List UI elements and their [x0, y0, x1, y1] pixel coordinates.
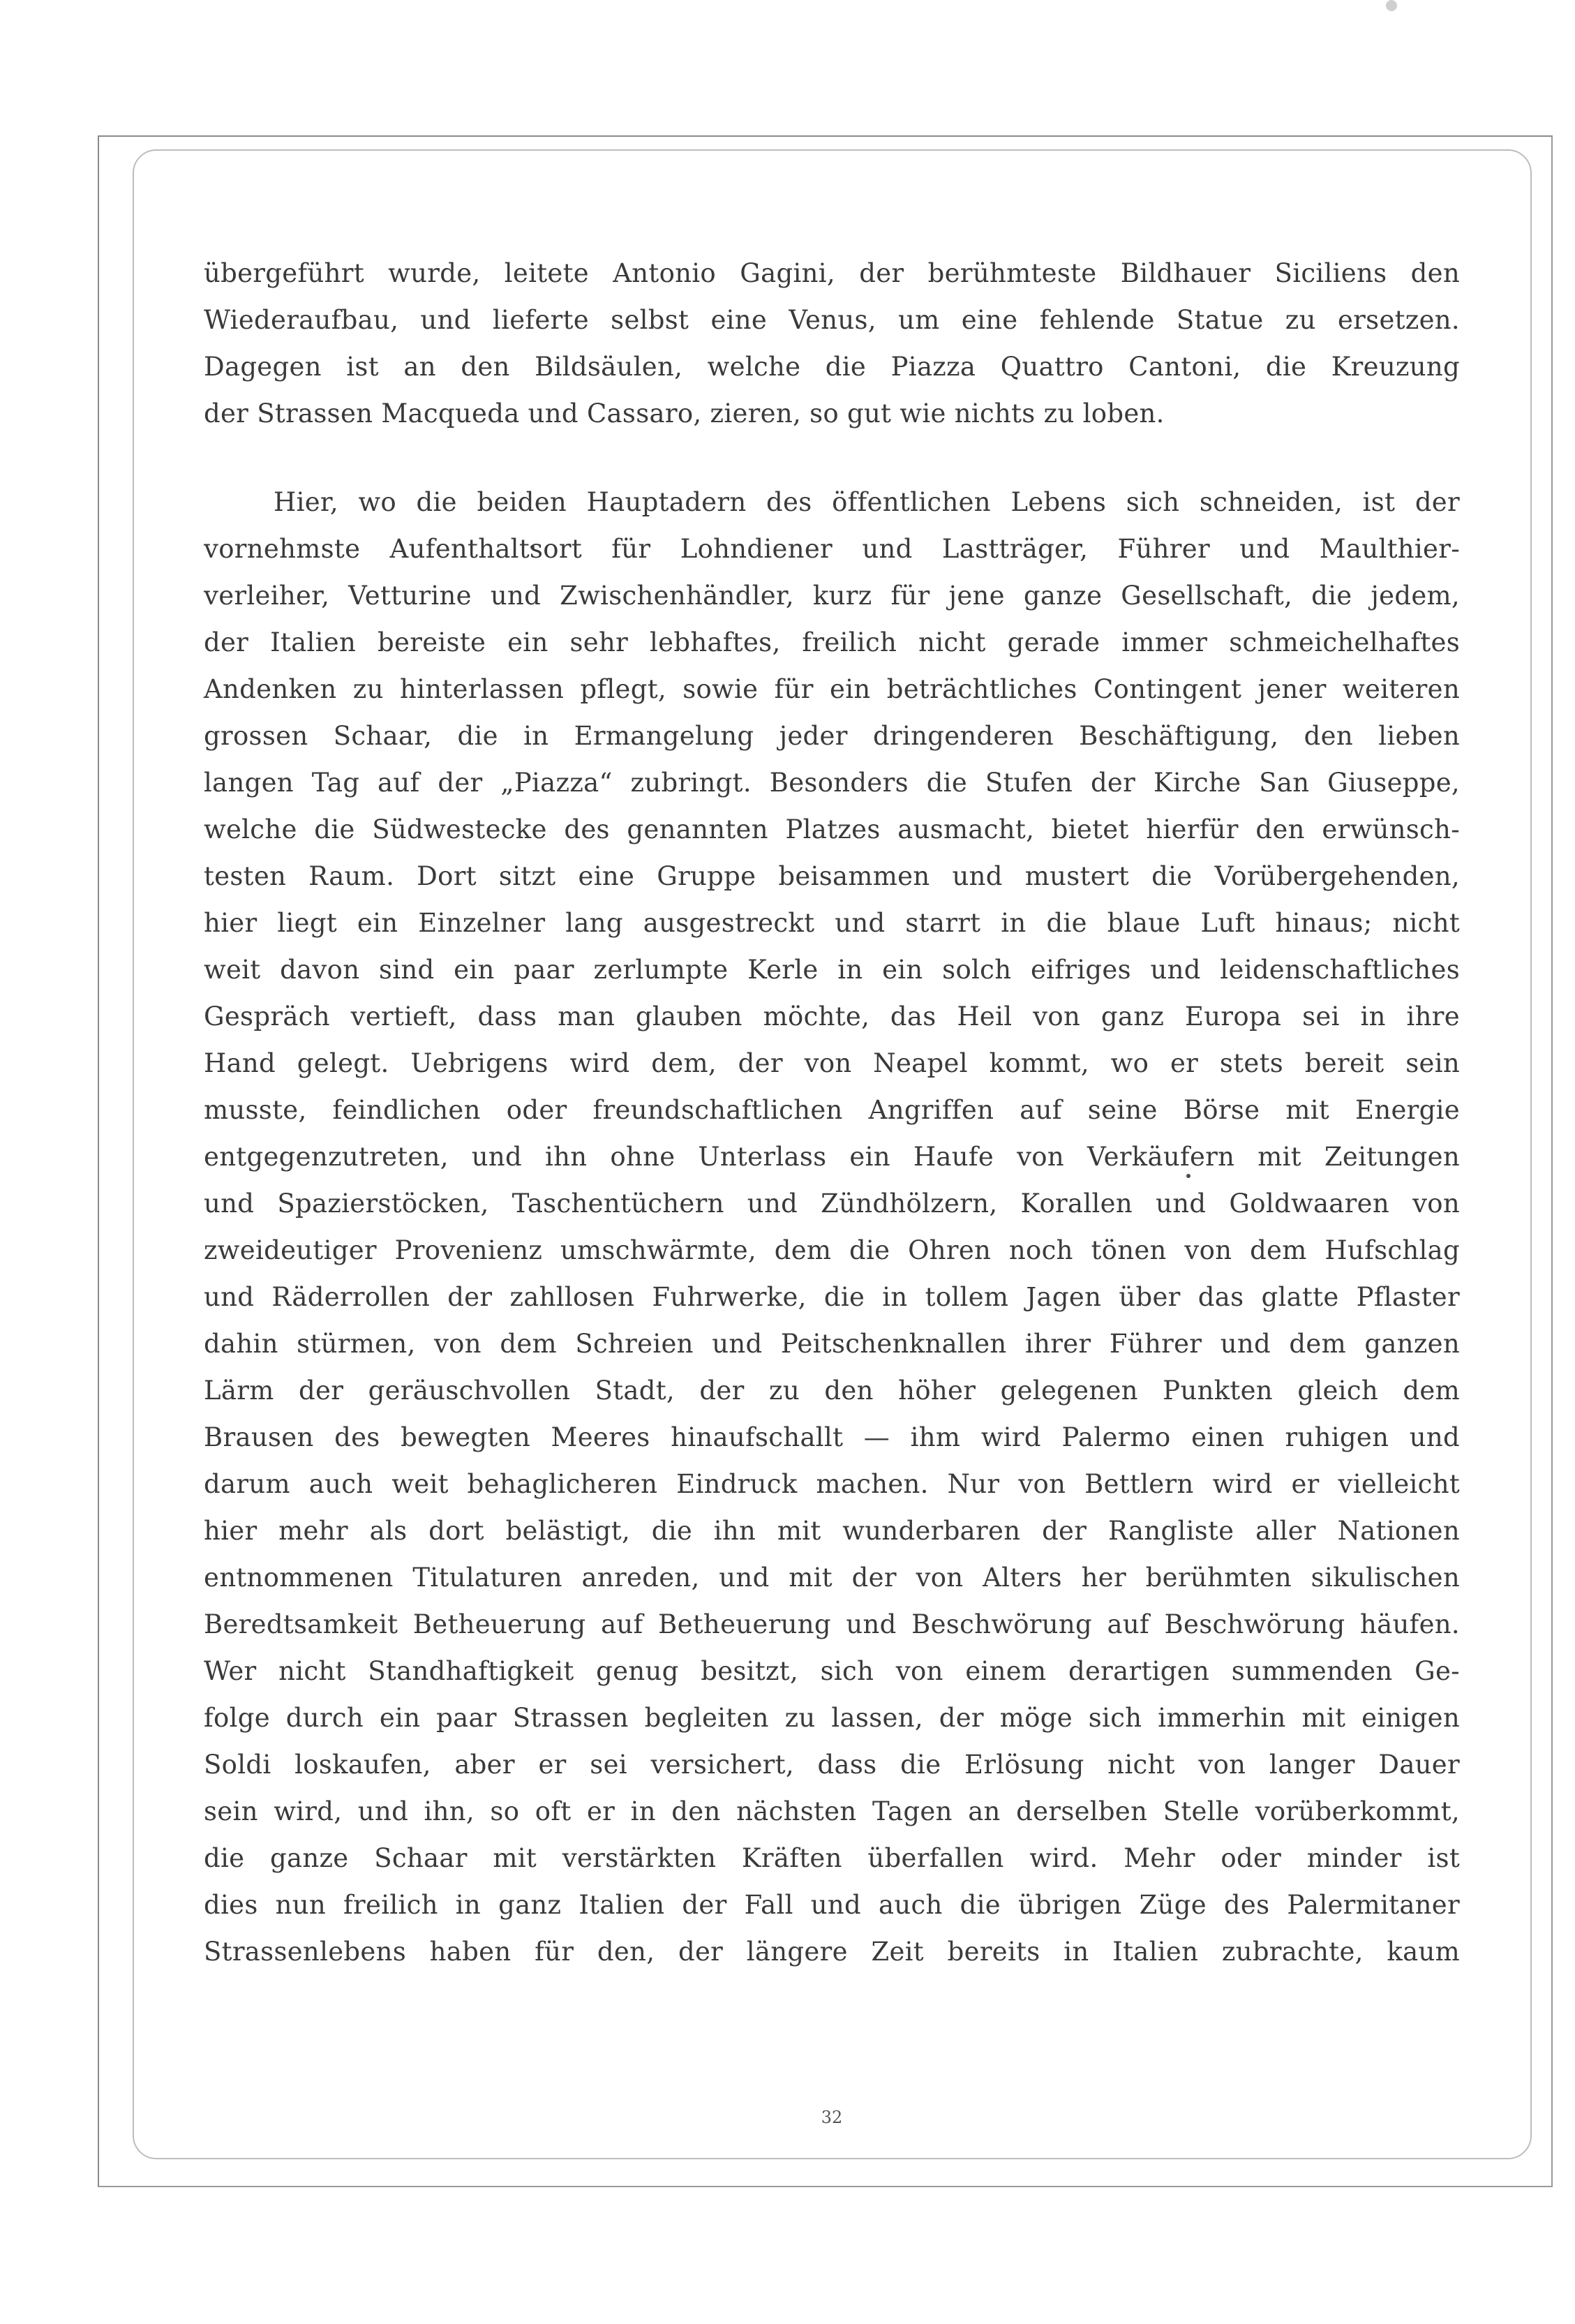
text-line: Hier, wo die beiden Hauptadern des öffentlichen Lebens sich schneiden, ist der: [274, 487, 1460, 517]
text-line: Soldi loskaufen, aber er sei versichert, dass die Erlösung nicht von langer Dauer: [204, 1750, 1460, 1780]
text-line: Beredtsamkeit Betheuerung auf Betheuerung und Beschwörung auf Beschwörung häufen.: [204, 1609, 1460, 1639]
text-line: der Italien bereiste ein sehr lebhaftes, freilich nicht gerade immer schmeichelhaftes: [204, 627, 1460, 657]
text-line: hier liegt ein Einzelner lang ausgestreckt und starrt in die blaue Luft hinaus; nicht: [204, 908, 1460, 938]
text-line: Strassenlebens haben für den, der längere Zeit bereits in Italien zubrachte, kaum: [204, 1937, 1460, 1967]
text-line: folge durch ein paar Strassen begleiten zu lassen, der möge sich immerhin mit einigen: [204, 1703, 1460, 1733]
text-line: weit davon sind ein paar zerlumpte Kerle in ein solch eifriges und leidenschaftliches: [204, 955, 1460, 985]
paragraph-1: [204, 250, 1460, 437]
text-line: grossen Schaar, die in Ermangelung jeder dringenderen Beschäftigung, den lieben: [204, 721, 1460, 751]
text-line: übergeführt wurde, leitete Antonio Gagini, der berühmteste Bildhauer Siciliens den: [204, 258, 1460, 288]
corner-ink-mark: [1386, 0, 1397, 11]
text-line: Brausen des bewegten Meeres hinaufschallt — ihm wird Palermo einen ruhigen und: [204, 1422, 1460, 1452]
text-line: die ganze Schaar mit verstärkten Kräften überfallen wird. Mehr oder minder ist: [204, 1843, 1460, 1873]
text-line: hier mehr als dort belästigt, die ihn mit wunderbaren der Rangliste aller Nationen: [204, 1516, 1460, 1546]
text-line: entgegenzutreten, und ihn ohne Unterlass ein Haufe von Verkäufern mit Zeitungen: [204, 1142, 1460, 1172]
text-line: verleiher, Vetturine und Zwischenhändler, kurz für jene ganze Gesellschaft, die jedem,: [204, 581, 1460, 611]
text-line: vornehmste Aufenthaltsort für Lohndiener und Lastträger, Führer und Maulthier-: [204, 534, 1460, 564]
text-line: Wer nicht Standhaftigkeit genug besitzt, sich von einem derartigen summenden Ge-: [204, 1656, 1460, 1686]
paragraph-2: [204, 479, 1460, 1975]
text-line: und Spazierstöcken, Taschentüchern und Zündhölzern, Korallen und Goldwaaren von: [204, 1189, 1460, 1219]
text-line: welche die Südwestecke des genannten Platzes ausmacht, bietet hierfür den erwünsch-: [204, 814, 1460, 844]
text-line: Lärm der geräuschvollen Stadt, der zu den höher gelegenen Punkten gleich dem: [204, 1376, 1460, 1406]
text-line: zweideutiger Provenienz umschwärmte, dem die Ohren noch tönen von dem Hufschlag: [204, 1235, 1460, 1265]
text-line: testen Raum. Dort sitzt eine Gruppe beisammen und mustert die Vorübergehenden,: [204, 861, 1460, 891]
text-line: langen Tag auf der „Piazza“ zubringt. Besonders die Stufen der Kirche San Giuseppe,: [204, 768, 1460, 798]
text-line: Wiederaufbau, und lieferte selbst eine Venus, um eine fehlende Statue zu ersetzen.: [204, 305, 1460, 335]
body-text: [204, 250, 1460, 1975]
text-line: Gespräch vertieft, dass man glauben möchte, das Heil von ganz Europa sei in ihre: [204, 1001, 1460, 1031]
text-line: musste, feindlichen oder freundschaftlichen Angriffen auf seine Börse mit Energie: [204, 1095, 1460, 1125]
paragraph-gap: [204, 437, 1460, 479]
text-line: darum auch weit behaglicheren Eindruck machen. Nur von Bettlern wird er vielleicht: [204, 1469, 1460, 1499]
page-number: 32: [821, 2108, 843, 2127]
text-line: Hand gelegt. Uebrigens wird dem, der von Neapel kommt, wo er stets bereit sein: [204, 1048, 1460, 1078]
text-line: Dagegen ist an den Bildsäulen, welche die Piazza Quattro Cantoni, die Kreuzung: [204, 352, 1460, 382]
text-line: entnommenen Titulaturen anreden, und mit der von Alters her berühmten sikulischen: [204, 1563, 1460, 1593]
text-line: Andenken zu hinterlassen pflegt, sowie für ein beträchtliches Contingent jener weiteren: [204, 674, 1460, 704]
text-line: sein wird, und ihn, so oft er in den nächsten Tagen an derselben Stelle vorüberkommt,: [204, 1796, 1460, 1826]
text-line: und Räderrollen der zahllosen Fuhrwerke, die in tollem Jagen über das glatte Pflaster: [204, 1282, 1460, 1312]
text-line: dies nun freilich in ganz Italien der Fall und auch die übrigen Züge des Palermitaner: [204, 1890, 1460, 1920]
text-line: dahin stürmen, von dem Schreien und Peitschenknallen ihrer Führer und dem ganzen: [204, 1329, 1460, 1359]
text-line: der Strassen Macqueda und Cassaro, zieren, so gut wie nichts zu loben.: [204, 398, 1165, 429]
